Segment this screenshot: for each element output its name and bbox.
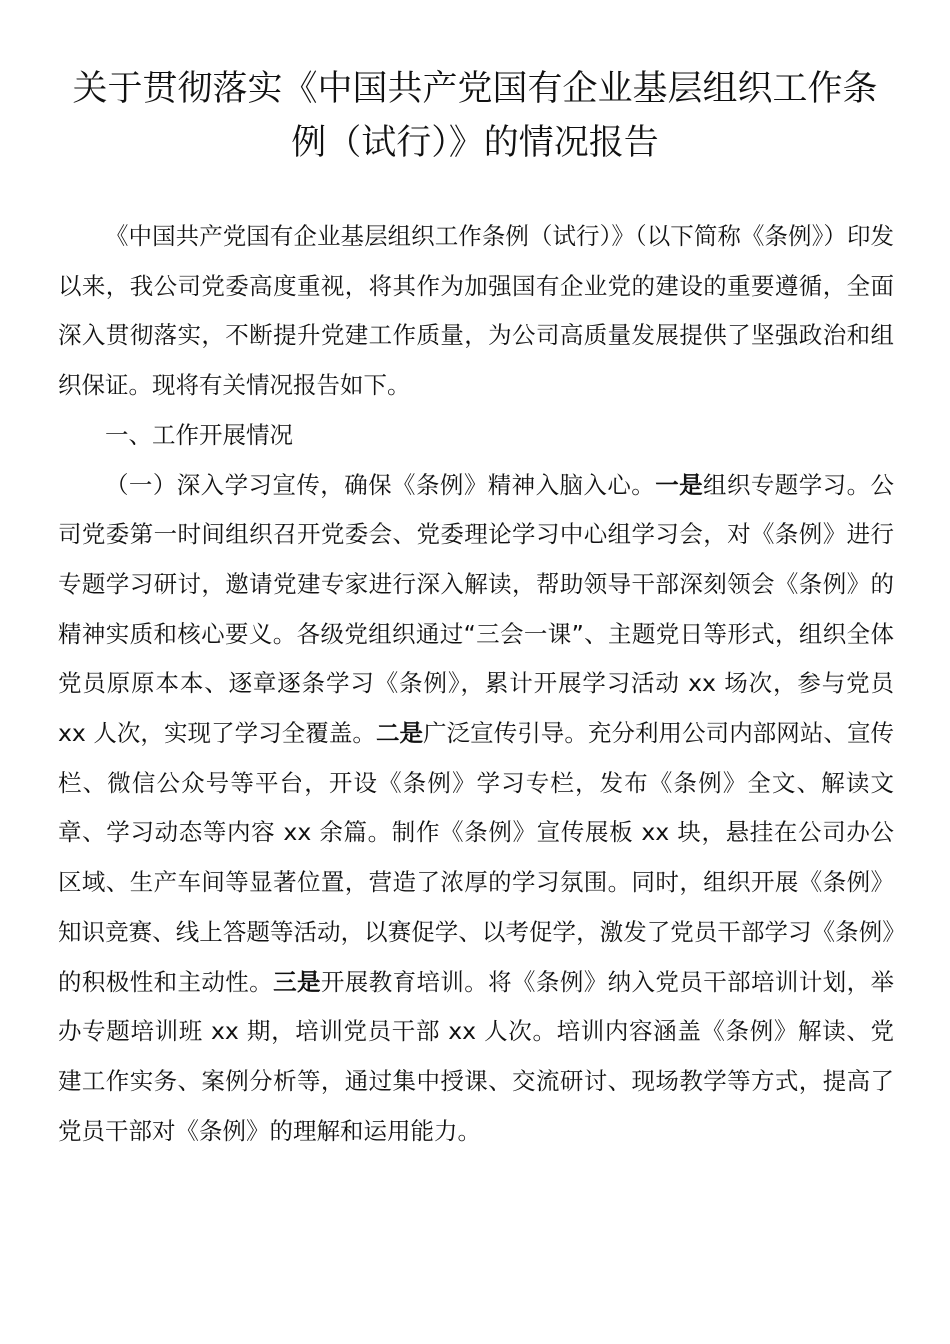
intro-paragraph: 《中国共产党国有企业基层组织工作条例（试行）》（以下简称《条例》）印发以来，我公司党委高度重视，将其作为加强国有企业党的建设的重要遵循，全面深入贯彻落实，不断提升党建工作质量，为公司高质量发展提供了坚强政治和组织保证。现将有关情况报告如下。 [58, 222, 894, 400]
point-text-2: 广泛宣传引导。充分利用公司内部网站、宣传栏、微信公众号等平台，开设《条例》学习专栏，发布《条例》全文、解读文章、学习动态等内容 xx 余篇。制作《条例》宣传展板 xx 块，悬挂在公司办公区域、生产车间等显著位置，营造了浓厚的学习氛围。同时，组织开展《条例》知识竞赛、线上答题等活动，以赛促学、以考促学，激发了党员干部学习《条例》的积极性和主动性。 [58, 719, 894, 996]
title-line-1: 关于贯彻落实《中国共产党国有企业基层组织工作条 [72, 69, 878, 109]
document-body [58, 212, 894, 1156]
point-text-3: 开展教育培训。将《条例》纳入党员干部培训计划，举办专题培训班 xx 期，培训党员干部 xx 人次。培训内容涵盖《条例》解读、党建工作实务、案例分析等，通过集中授课、交流研讨、现场教学等方式，提高了党员干部对《条例》的理解和运用能力。 [58, 967, 895, 1145]
point-label-3: 三是 [273, 967, 321, 996]
document-title [40, 62, 910, 170]
subsection-paragraph-1 [58, 461, 894, 1157]
subsection-lead: （一）深入学习宣传，确保《条例》精神入脑入心。 [105, 470, 656, 499]
point-label-1: 一是 [655, 470, 704, 499]
point-text-1: 组织专题学习。公司党委第一时间组织召开党委会、党委理论学习中心组学习会，对《条例》进行专题学习研讨，邀请党建专家进行深入解读，帮助领导干部深刻领会《条例》的精神实质和核心要义。各级党组织通过“三会一课”、主题党日等形式，组织全体党员原原本本、逐章逐条学习《条例》，累计开展学习活动 xx 场次，参与党员 xx 人次，实现了学习全覆盖。 [58, 470, 894, 748]
section-heading-1: 一、工作开展情况 [105, 420, 293, 449]
title-line-2: 例（试行）》的情况报告 [291, 123, 659, 163]
point-label-2: 二是 [375, 719, 424, 748]
